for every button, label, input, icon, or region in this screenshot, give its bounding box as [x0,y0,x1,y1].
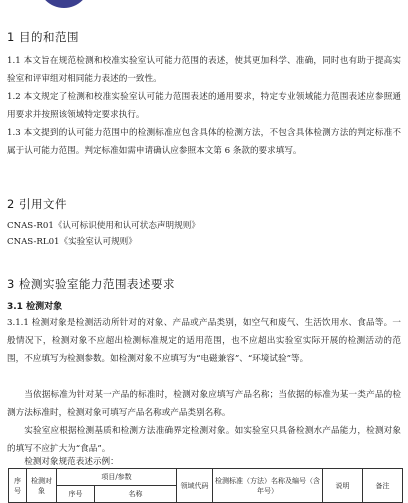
example-caption: 检测对象规范表述示例： [24,457,119,467]
reference-item-2: CNAS-RL01《实验室认可规则》 [7,237,137,247]
section-2-title: 2 引用文件 [7,197,67,211]
section-3-paragraph-3: 实验室应根据检测基质和检测方法准确界定检测对象。如实验室只具备检测水产品能力，检测对象的填写不应扩大为“食品”。 [7,426,401,454]
header-logo-decoration [38,0,90,8]
example-table [8,468,403,503]
section-3-title: 3 检测实验室能力范围表述要求 [7,277,175,291]
reference-item-1: CNAS-R01《认可标识使用和认可状态声明规则》 [7,221,200,231]
header-item: 项目/参数 [57,469,177,486]
header-seq: 序号 [9,469,27,503]
header-object: 检测对象 [27,469,57,503]
section-1-3-paragraph: 1.3 本文提到的认可能力范围中的检测标准应包含具体的检测方法，不包含具体检测方法的判定标准不属于认可能力范围。判定标准如需申请确认应参照本文第 6 条款的要求填写。 [7,128,401,156]
section-1-1-paragraph: 1.1 本文旨在规范检测和校准实验室认可能力范围的表述，使其更加科学、准确，同时也有助于提高实验室和评审组对相同能力表述的一致性。 [7,56,401,84]
section-3-1-title: 3.1 检测对象 [7,302,63,312]
header-field-code: 领域代码 [177,469,213,503]
header-standard: 检测标准（方法）名称及编号（含年号） [213,469,323,503]
section-1-2-paragraph: 1.2 本文规定了检测和校准实验室认可能力范围表述的通用要求，特定专业领域能力范围表述应参照通用要求并按照该领域特定要求执行。 [7,92,401,120]
section-1-title: 1 目的和范围 [7,30,79,44]
header-remark: 备注 [363,469,403,503]
header-note: 说明 [323,469,363,503]
section-3-1-1-paragraph: 3.1.1 检测对象是检测活动所针对的对象、产品或产品类别，如空气和废气、生活饮用水、食品等。一般情况下，检测对象不应超出检测标准规定的适用范围，也不应超出实验室实际开展的检测活动的范围，不应填写为检测参数。如检测对象不应填写为“电磁兼容”、“环境试验”等。 [7,318,401,364]
section-3-paragraph-2: 当依据标准为针对某一产品的标准时，检测对象应填写产品名称；当依据的标准为某一类产品的检测方法标准时，检测对象可填写产品名称或产品类别名称。 [7,390,401,418]
header-item-seq: 序号 [57,486,95,503]
header-item-name: 名称 [95,486,177,503]
